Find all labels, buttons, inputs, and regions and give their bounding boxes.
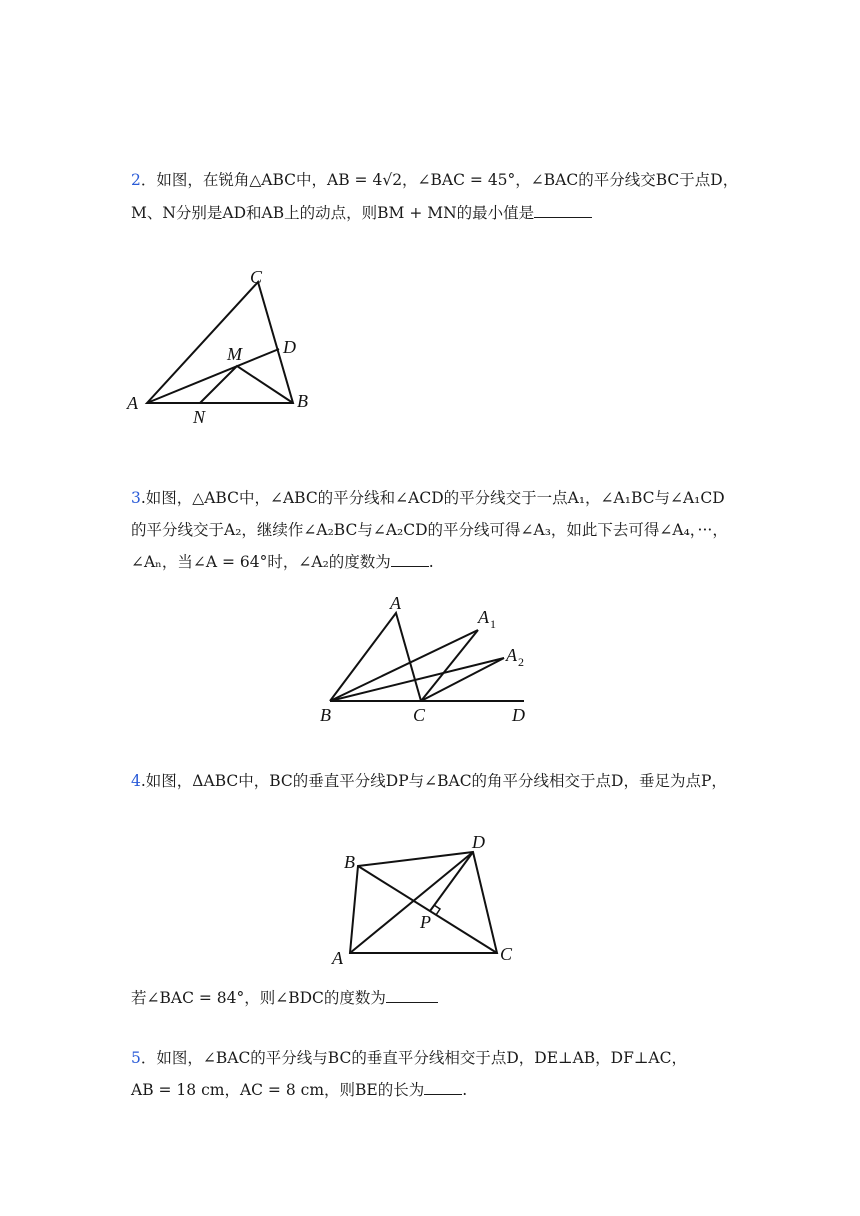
problem-text: AB = 18 cm，AC = 8 cm，则BE的长为 — [131, 1081, 425, 1099]
label-d: D — [283, 337, 296, 357]
quadrilateral-abdc — [350, 852, 497, 953]
segment-b-a2 — [330, 658, 504, 701]
problem-5-line-1 — [131, 1048, 687, 1068]
label-c: C — [250, 267, 263, 287]
label-d: D — [512, 705, 525, 725]
label-c: C — [500, 944, 513, 964]
segment-ad — [147, 349, 279, 403]
label-a1: $A_1$ — [478, 607, 496, 631]
path-bmn — [200, 366, 293, 403]
problem-text: ．如图，在锐角△ABC中，AB = 4√2，∠BAC = 45°，∠BAC的平分线交BC于点D， — [140, 171, 739, 189]
diagonal-ad — [350, 852, 473, 953]
figure-problem-4 — [330, 832, 530, 972]
triangle-abc — [147, 282, 293, 403]
problem-4-line-2 — [131, 988, 438, 1008]
label-c: C — [413, 705, 426, 725]
problem-text: .如图，△ABC中，∠ABC的平分线和∠ACD的平分线交于一点A₁，∠A₁BC与∠A₁CD — [140, 489, 725, 507]
problem-number: 4 — [131, 772, 141, 790]
problem-text: 的平分线交于A₂，继续作∠A₂BC与∠A₂CD的平分线可得∠A₃，如此下去可得∠A₄，···， — [131, 521, 728, 539]
problem-3-line-1 — [131, 488, 725, 508]
label-a: A — [127, 393, 138, 413]
triangle-abc — [330, 613, 421, 701]
answer-blank[interactable] — [386, 988, 438, 1003]
answer-blank[interactable] — [424, 1080, 462, 1095]
answer-blank[interactable] — [534, 203, 592, 218]
label-p: P — [420, 912, 431, 932]
label-d: D — [472, 832, 485, 852]
problem-text: 若∠BAC = 84°，则∠BDC的度数为 — [131, 989, 386, 1007]
label-n: N — [193, 407, 206, 427]
answer-blank[interactable] — [391, 552, 429, 567]
problem-number: 5 — [131, 1049, 141, 1067]
label-b: B — [320, 705, 331, 725]
figure-problem-3 — [318, 595, 558, 730]
problem-2-line-2 — [131, 203, 592, 223]
label-b: B — [297, 391, 308, 411]
figure-problem-2 — [125, 265, 335, 430]
problem-5-line-2 — [131, 1080, 467, 1100]
label-a: A — [390, 593, 401, 613]
problem-2-line-1 — [131, 170, 738, 190]
problem-text: ∠Aₙ，当∠A = 64°时，∠A₂的度数为 — [131, 553, 391, 571]
problem-3-line-2 — [131, 520, 728, 540]
line-end: . — [428, 553, 434, 571]
problem-number: 3 — [131, 489, 141, 507]
label-a2: $A_2$ — [506, 645, 524, 669]
problem-3-line-3 — [131, 552, 434, 572]
problem-text: ．如图，∠BAC的平分线与BC的垂直平分线相交于点D，DE⊥AB，DF⊥AC， — [140, 1049, 687, 1067]
problem-4-line-1 — [131, 771, 727, 791]
problem-text: M、N分别是AD和AB上的动点，则BM + MN的最小值是 — [131, 204, 535, 222]
problem-number: 2 — [131, 171, 141, 189]
problem-text: .如图，ΔABC中，BC的垂直平分线DP与∠BAC的角平分线相交于点D，垂足为点P， — [140, 772, 727, 790]
line-end: . — [462, 1081, 468, 1099]
diagonal-bc — [358, 866, 497, 953]
segment-c-a1 — [421, 630, 478, 701]
label-a: A — [332, 948, 343, 968]
label-m: M — [227, 344, 242, 364]
segment-c-a2 — [421, 658, 504, 701]
label-b: B — [344, 852, 355, 872]
